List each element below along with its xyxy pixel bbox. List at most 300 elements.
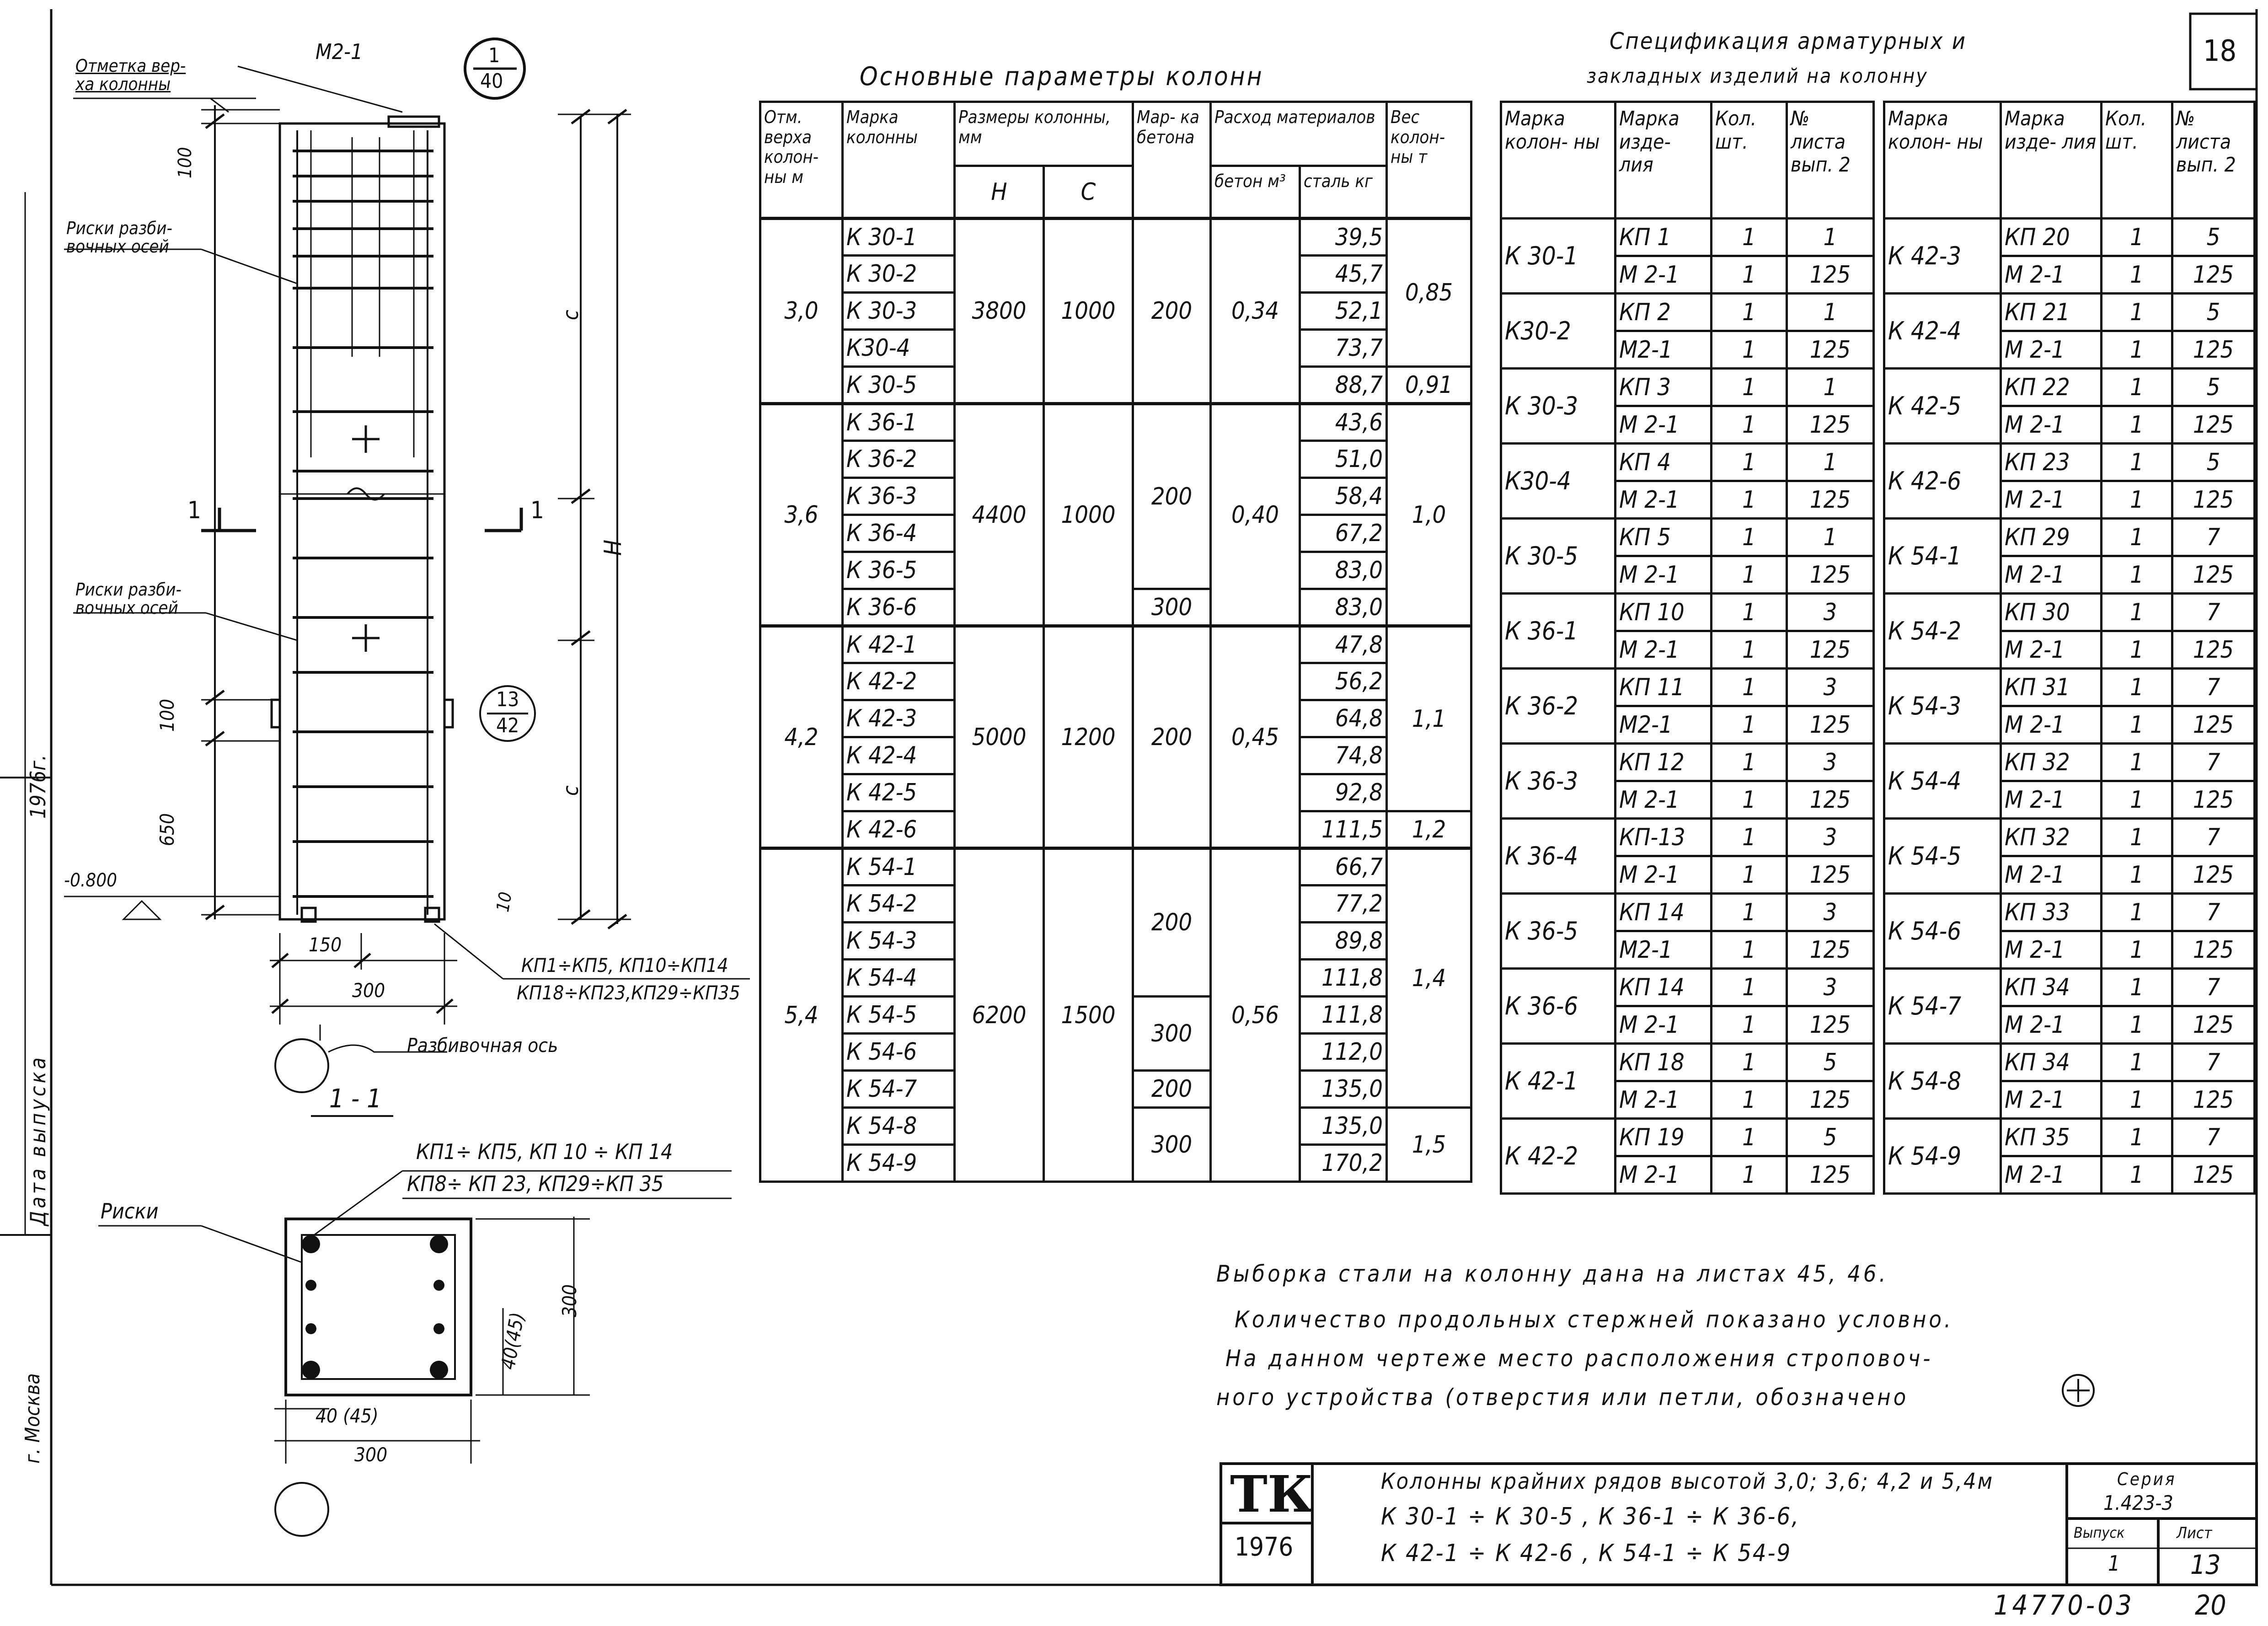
steel-cell: 135,0 xyxy=(1300,1108,1387,1145)
spec-item-mark: КП 23 xyxy=(2001,444,2102,481)
spec-qty: 1 xyxy=(1712,969,1787,1006)
spec-item-mark: КП 34 xyxy=(2001,969,2102,1006)
spec-column-mark: К 54-4 xyxy=(1884,744,2001,819)
c-cell: 1000 xyxy=(1044,404,1133,626)
spec-qty: 1 xyxy=(2102,1119,2172,1156)
callout-top-num: 1 xyxy=(488,44,500,67)
spec-title-line2: закладных изделий на колонну xyxy=(1587,64,1928,88)
weight-cell: 1,1 xyxy=(1387,626,1471,811)
spec-column-mark: К 36-4 xyxy=(1501,819,1615,894)
mark-cell: К 42-4 xyxy=(843,737,955,774)
hdr-concrete: бетон м³ xyxy=(1211,166,1300,219)
mark-cell: К 36-6 xyxy=(843,589,955,626)
spec-item-mark: М2-1 xyxy=(1615,931,1712,969)
spec-sheet-no: 1 xyxy=(1787,369,1874,406)
spec-item-mark: М 2-1 xyxy=(1615,781,1712,819)
spec-item-mark: КП 1 xyxy=(1615,219,1712,256)
spec-qty: 1 xyxy=(1712,406,1787,444)
spec-sheet-no: 125 xyxy=(1787,931,1874,969)
m21-label: M2-1 xyxy=(316,39,363,64)
title-year: 1976 xyxy=(1235,1532,1294,1562)
weight-cell: 1,0 xyxy=(1387,404,1471,626)
mark-cell: К 54-5 xyxy=(843,997,955,1034)
spec-column-mark: К 54-5 xyxy=(1884,819,2001,894)
spec-item-mark: КП 10 xyxy=(1615,594,1712,631)
series-value: 1.423-3 xyxy=(2103,1492,2173,1515)
spec-qty: 1 xyxy=(2102,219,2172,256)
spec-sheet-no: 125 xyxy=(2172,1006,2255,1044)
spec-sheet-no: 3 xyxy=(1787,894,1874,931)
mark-cell: К 36-5 xyxy=(843,552,955,589)
spec-sheet-no: 125 xyxy=(2172,256,2255,294)
dim-10: 10 xyxy=(492,890,516,914)
height-cell: 3800 xyxy=(955,219,1044,404)
spec-qty: 1 xyxy=(2102,444,2172,481)
steel-cell: 170,2 xyxy=(1300,1145,1387,1182)
spec-hdr-item: Марка изде- лия xyxy=(1615,102,1712,219)
spec-qty: 1 xyxy=(1712,1081,1787,1119)
spec-qty: 1 xyxy=(2102,556,2172,594)
note-4: ного устройства (отверстия или петли, обозначено xyxy=(1216,1384,1909,1411)
spec-column-mark: К30-2 xyxy=(1501,294,1615,369)
spec-qty: 1 xyxy=(2102,631,2172,669)
spec-sheet-no: 125 xyxy=(1787,1156,1874,1194)
mark-cell: К 30-1 xyxy=(843,219,955,256)
spec-sheet-no: 7 xyxy=(2172,1044,2255,1081)
issue-label: Выпуск xyxy=(2074,1524,2125,1541)
spec-qty: 1 xyxy=(2102,706,2172,744)
spec-qty: 1 xyxy=(2102,1156,2172,1194)
spec-qty: 1 xyxy=(1712,1006,1787,1044)
spec-item-mark: М 2-1 xyxy=(2001,781,2102,819)
mark-cell: К 54-1 xyxy=(843,848,955,885)
spec-sheet-no: 5 xyxy=(2172,369,2255,406)
spec-column-mark: К30-4 xyxy=(1501,444,1615,519)
callout-mid-num: 13 xyxy=(496,688,519,711)
spec-qty: 1 xyxy=(1712,556,1787,594)
spec-hdr-col: Марка колон- ны xyxy=(1501,102,1615,219)
hdr-C: С xyxy=(1044,166,1133,219)
spec-sheet-no: 7 xyxy=(2172,669,2255,706)
spec-qty: 1 xyxy=(2102,481,2172,519)
spec-qty: 1 xyxy=(1712,369,1787,406)
spec-qty: 1 xyxy=(2102,1044,2172,1081)
spec-column-mark: К 42-4 xyxy=(1884,294,2001,369)
spec-hdr-item-r: Марка изде- лия xyxy=(2001,102,2102,219)
mark-cell: К 30-3 xyxy=(843,293,955,330)
spec-qty: 1 xyxy=(2102,931,2172,969)
grade-cell: 200 xyxy=(1133,848,1211,997)
spec-sheet-no: 125 xyxy=(2172,631,2255,669)
spec-sheet-no: 7 xyxy=(2172,1119,2255,1156)
spec-column-mark: К 36-5 xyxy=(1501,894,1615,969)
mark-cell: К 42-5 xyxy=(843,774,955,811)
spec-sheet-no: 125 xyxy=(1787,331,1874,369)
spec-qty: 1 xyxy=(1712,631,1787,669)
spec-sheet-no: 3 xyxy=(1787,744,1874,781)
spec-item-mark: М 2-1 xyxy=(2001,556,2102,594)
spec-sheet-no: 125 xyxy=(1787,706,1874,744)
spec-column-mark: К 42-5 xyxy=(1884,369,2001,444)
sec-kp-a: КП1÷ КП5, КП 10 ÷ КП 14 xyxy=(416,1139,673,1164)
spec-sheet-no: 5 xyxy=(1787,1044,1874,1081)
spec-qty: 1 xyxy=(2102,969,2172,1006)
spec-item-mark: М 2-1 xyxy=(1615,556,1712,594)
spec-qty: 1 xyxy=(2102,406,2172,444)
elevation-cell: 3,6 xyxy=(760,404,843,626)
sec-dim-300-h: 300 xyxy=(354,1444,388,1466)
weight-cell: 1,5 xyxy=(1387,1108,1471,1182)
steel-cell: 43,6 xyxy=(1300,404,1387,441)
spec-item-mark: КП 35 xyxy=(2001,1119,2102,1156)
c-cell: 1000 xyxy=(1044,219,1133,404)
spec-qty: 1 xyxy=(1712,781,1787,819)
spec-column-mark: К 42-1 xyxy=(1501,1044,1615,1119)
spec-column-mark: К 54-8 xyxy=(1884,1044,2001,1119)
kp-label-a: КП1÷КП5, КП10÷КП14 xyxy=(521,954,728,977)
spec-item-mark: М 2-1 xyxy=(2001,481,2102,519)
risk-label-2: Риски разби- вочных осей xyxy=(75,580,182,618)
date-label-vertical: Дата выпуска xyxy=(26,1054,50,1226)
spec-sheet-no: 5 xyxy=(2172,219,2255,256)
section-mark-left: 1 xyxy=(187,497,201,524)
mark-cell: К 54-6 xyxy=(843,1034,955,1071)
hdr-H: Н xyxy=(955,166,1044,219)
spec-column-mark: К 54-7 xyxy=(1884,969,2001,1044)
hdr-steel: сталь кг xyxy=(1300,166,1387,219)
year-vertical: 1976г. xyxy=(26,754,50,819)
steel-cell: 111,8 xyxy=(1300,960,1387,997)
callout-mid-den: 42 xyxy=(496,714,519,737)
sec-kp-b: КП8÷ КП 23, КП29÷КП 35 xyxy=(407,1171,664,1196)
sheet-label: Лист xyxy=(2177,1524,2212,1542)
spec-sheet-no: 5 xyxy=(2172,444,2255,481)
spec-qty: 1 xyxy=(1712,894,1787,931)
spec-sheet-no: 1 xyxy=(1787,519,1874,556)
spec-sheet-no: 7 xyxy=(2172,744,2255,781)
spec-sheet-no: 1 xyxy=(1787,294,1874,331)
spec-column-mark: К 36-3 xyxy=(1501,744,1615,819)
height-cell: 4400 xyxy=(955,404,1044,626)
spec-qty: 1 xyxy=(1712,931,1787,969)
height-cell: 6200 xyxy=(955,848,1044,1182)
hdr-dimensions: Размеры колонны, мм xyxy=(955,102,1133,166)
grade-cell: 200 xyxy=(1133,1071,1211,1108)
mark-cell: К 36-2 xyxy=(843,441,955,478)
note-2: Количество продольных стержней показано условно. xyxy=(1235,1306,1954,1333)
spec-sheet-no: 125 xyxy=(2172,931,2255,969)
spec-sheet-no: 1 xyxy=(1787,444,1874,481)
weight-cell: 1,4 xyxy=(1387,848,1471,1108)
spec-column-mark: К 36-6 xyxy=(1501,969,1615,1044)
grade-cell: 200 xyxy=(1133,626,1211,848)
spec-item-mark: М 2-1 xyxy=(2001,631,2102,669)
title-line-1: Колонны крайних рядов высотой 3,0; 3,6; 4,2 и 5,4м xyxy=(1381,1469,1994,1494)
spec-column-mark: К 36-1 xyxy=(1501,594,1615,669)
sheet-value: 13 xyxy=(2190,1549,2221,1580)
mark-cell: К 36-1 xyxy=(843,404,955,441)
note-3: На данном чертеже место расположения строповоч- xyxy=(1225,1345,1933,1372)
elevation-cell: 3,0 xyxy=(760,219,843,404)
spec-qty: 1 xyxy=(2102,856,2172,894)
sec-dim-300-v: 300 xyxy=(558,1284,581,1317)
steel-cell: 89,8 xyxy=(1300,923,1387,960)
title-line-2: К 30-1 ÷ К 30-5 , К 36-1 ÷ К 36-6, xyxy=(1381,1503,1800,1530)
spec-qty: 1 xyxy=(1712,1044,1787,1081)
spec-column-mark: К 36-2 xyxy=(1501,669,1615,744)
spec-item-mark: М 2-1 xyxy=(1615,481,1712,519)
spec-sheet-no: 125 xyxy=(2172,406,2255,444)
mark-cell: К 42-6 xyxy=(843,811,955,848)
spec-sheet-no: 125 xyxy=(2172,481,2255,519)
spec-qty: 1 xyxy=(2102,781,2172,819)
title-line-3: К 42-1 ÷ К 42-6 , К 54-1 ÷ К 54-9 xyxy=(1381,1540,1792,1567)
spec-item-mark: КП 20 xyxy=(2001,219,2102,256)
c-cell: 1200 xyxy=(1044,626,1133,848)
spec-column-mark: К 30-1 xyxy=(1501,219,1615,294)
spec-qty: 1 xyxy=(1712,519,1787,556)
dim-150: 150 xyxy=(309,934,342,956)
steel-cell: 66,7 xyxy=(1300,848,1387,885)
mark-cell: К 30-5 xyxy=(843,367,955,404)
spec-item-mark: КП 12 xyxy=(1615,744,1712,781)
steel-cell: 58,4 xyxy=(1300,478,1387,515)
spec-item-mark: КП 4 xyxy=(1615,444,1712,481)
hdr-weight: Вес колон- ны т xyxy=(1387,102,1471,219)
dim-300: 300 xyxy=(352,979,385,1002)
spec-sheet-no: 3 xyxy=(1787,594,1874,631)
spec-item-mark: КП 21 xyxy=(2001,294,2102,331)
spec-qty: 1 xyxy=(2102,669,2172,706)
spec-item-mark: М 2-1 xyxy=(2001,931,2102,969)
archive-number: 14770-03 xyxy=(1994,1589,2134,1621)
hdr-concrete-grade: Мар- ка бетона xyxy=(1133,102,1211,219)
mark-cell: К 54-7 xyxy=(843,1071,955,1108)
spec-item-mark: КП 14 xyxy=(1615,894,1712,931)
section-title: 1 - 1 xyxy=(329,1084,382,1114)
mark-cell: К 30-2 xyxy=(843,256,955,293)
spec-sheet-no: 3 xyxy=(1787,969,1874,1006)
weight-cell: 0,85 xyxy=(1387,219,1471,367)
mark-cell: К 54-8 xyxy=(843,1108,955,1145)
steel-cell: 111,8 xyxy=(1300,997,1387,1034)
mark-cell: К 36-4 xyxy=(843,515,955,552)
steel-cell: 45,7 xyxy=(1300,256,1387,293)
spec-sheet-no: 7 xyxy=(2172,894,2255,931)
spec-sheet-no: 125 xyxy=(1787,781,1874,819)
spec-hdr-qty: Кол. шт. xyxy=(1712,102,1787,219)
spec-item-mark: КП 19 xyxy=(1615,1119,1712,1156)
spec-item-mark: М 2-1 xyxy=(2001,406,2102,444)
spec-qty: 1 xyxy=(1712,481,1787,519)
spec-sheet-no: 7 xyxy=(2172,594,2255,631)
steel-cell: 39,5 xyxy=(1300,219,1387,256)
spec-sheet-no: 125 xyxy=(1787,1006,1874,1044)
concrete-cell: 0,45 xyxy=(1211,626,1300,848)
spec-item-mark: КП 22 xyxy=(2001,369,2102,406)
spec-qty: 1 xyxy=(2102,1006,2172,1044)
spec-item-mark: М 2-1 xyxy=(1615,406,1712,444)
spec-column-mark: К 54-2 xyxy=(1884,594,2001,669)
spec-column-mark: К 42-2 xyxy=(1501,1119,1615,1194)
spec-item-mark: М 2-1 xyxy=(2001,1081,2102,1119)
spec-sheet-no: 7 xyxy=(2172,969,2255,1006)
concrete-cell: 0,56 xyxy=(1211,848,1300,1182)
spec-column-mark: К 54-9 xyxy=(1884,1119,2001,1194)
spec-item-mark: КП 32 xyxy=(2001,819,2102,856)
tk-logo: ТК xyxy=(1230,1465,1313,1524)
steel-cell: 51,0 xyxy=(1300,441,1387,478)
sheet-number: 18 xyxy=(2203,34,2237,68)
spec-item-mark: М 2-1 xyxy=(1615,631,1712,669)
spec-item-mark: М 2-1 xyxy=(2001,256,2102,294)
spec-sheet-no: 3 xyxy=(1787,819,1874,856)
spec-qty: 1 xyxy=(1712,294,1787,331)
sec-dim-40: 40(45) xyxy=(497,1310,529,1371)
height-cell: 5000 xyxy=(955,626,1044,848)
grade-cell: 200 xyxy=(1133,219,1211,404)
steel-cell: 135,0 xyxy=(1300,1071,1387,1108)
spec-qty: 1 xyxy=(1712,256,1787,294)
spec-item-mark: М 2-1 xyxy=(1615,1081,1712,1119)
spec-item-mark: КП 3 xyxy=(1615,369,1712,406)
spec-item-mark: М2-1 xyxy=(1615,706,1712,744)
mark-cell: К 54-2 xyxy=(843,885,955,923)
spec-qty: 1 xyxy=(1712,856,1787,894)
spec-sheet-no: 7 xyxy=(2172,819,2255,856)
spec-column-mark: К 42-6 xyxy=(1884,444,2001,519)
spec-item-mark: М 2-1 xyxy=(1615,1006,1712,1044)
grade-cell: 200 xyxy=(1133,404,1211,589)
spec-column-mark: К 54-3 xyxy=(1884,669,2001,744)
mark-cell: К 42-1 xyxy=(843,626,955,663)
spec-qty: 1 xyxy=(2102,819,2172,856)
spec-qty: 1 xyxy=(1712,744,1787,781)
dim-100-top: 100 xyxy=(175,147,196,178)
spec-qty: 1 xyxy=(1712,1119,1787,1156)
spec-sheet-no: 125 xyxy=(2172,1156,2255,1194)
spec-qty: 1 xyxy=(1712,706,1787,744)
spec-sheet-no: 7 xyxy=(2172,519,2255,556)
spec-item-mark: М 2-1 xyxy=(2001,1006,2102,1044)
top-mark-label: Отметка вер- ха колонны xyxy=(75,56,186,94)
mark-cell: К 54-9 xyxy=(843,1145,955,1182)
concrete-cell: 0,34 xyxy=(1211,219,1300,404)
spec-sheet-no: 1 xyxy=(1787,219,1874,256)
spec-item-mark: КП 34 xyxy=(2001,1044,2102,1081)
spec-item-mark: КП 14 xyxy=(1615,969,1712,1006)
hdr-elevation: Отм. верха колон- ны м xyxy=(760,102,843,219)
spec-qty: 1 xyxy=(2102,331,2172,369)
spec-item-mark: М 2-1 xyxy=(1615,856,1712,894)
spec-qty: 1 xyxy=(1712,819,1787,856)
spec-item-mark: КП 2 xyxy=(1615,294,1712,331)
spec-sheet-no: 125 xyxy=(1787,1081,1874,1119)
spec-item-mark: М 2-1 xyxy=(1615,256,1712,294)
spec-column-mark: К 54-6 xyxy=(1884,894,2001,969)
spec-item-mark: КП 30 xyxy=(2001,594,2102,631)
spec-item-mark: М 2-1 xyxy=(1615,1156,1712,1194)
spec-hdr-sheet-r: № листа вып. 2 xyxy=(2172,102,2255,219)
steel-cell: 64,8 xyxy=(1300,700,1387,737)
spec-column-mark: К 30-3 xyxy=(1501,369,1615,444)
c-cell: 1500 xyxy=(1044,848,1133,1182)
weight-cell: 1,2 xyxy=(1387,811,1471,848)
spec-qty: 1 xyxy=(1712,669,1787,706)
spec-qty: 1 xyxy=(2102,1081,2172,1119)
steel-cell: 47,8 xyxy=(1300,626,1387,663)
spec-item-mark: КП 5 xyxy=(1615,519,1712,556)
axis-label: Разбивочная ось xyxy=(407,1034,558,1057)
spec-qty: 1 xyxy=(2102,294,2172,331)
level-0800: -0.800 xyxy=(64,870,117,891)
spec-item-mark: М 2-1 xyxy=(2001,706,2102,744)
dim-c-bot: с xyxy=(558,785,583,796)
elevation-cell: 4,2 xyxy=(760,626,843,848)
sec-dim-40b: 40 (45) xyxy=(316,1405,379,1427)
mark-cell: К 42-2 xyxy=(843,663,955,700)
spec-sheet-no: 125 xyxy=(2172,556,2255,594)
spec-item-mark: М 2-1 xyxy=(2001,331,2102,369)
dim-650: 650 xyxy=(156,813,178,846)
spec-hdr-sheet: № листа вып. 2 xyxy=(1787,102,1874,219)
spec-sheet-no: 5 xyxy=(1787,1119,1874,1156)
steel-cell: 83,0 xyxy=(1300,589,1387,626)
elevation-cell: 5,4 xyxy=(760,848,843,1182)
spec-hdr-col-r: Марка колон- ны xyxy=(1884,102,2001,219)
spec-sheet-no: 125 xyxy=(2172,331,2255,369)
grade-cell: 300 xyxy=(1133,997,1211,1071)
steel-cell: 74,8 xyxy=(1300,737,1387,774)
spec-qty: 1 xyxy=(1712,444,1787,481)
grade-cell: 300 xyxy=(1133,589,1211,626)
concrete-cell: 0,40 xyxy=(1211,404,1300,626)
weight-cell: 0,91 xyxy=(1387,367,1471,404)
spec-sheet-no: 3 xyxy=(1787,669,1874,706)
mark-cell: К 42-3 xyxy=(843,700,955,737)
mark-cell: К 36-3 xyxy=(843,478,955,515)
spec-item-mark: КП 18 xyxy=(1615,1044,1712,1081)
spec-sheet-no: 125 xyxy=(1787,406,1874,444)
kp-label-b: КП18÷КП23,КП29÷КП35 xyxy=(517,982,740,1004)
spec-item-mark: М 2-1 xyxy=(2001,856,2102,894)
steel-cell: 52,1 xyxy=(1300,293,1387,330)
page-number: 20 xyxy=(2195,1589,2226,1621)
spec-item-mark: КП 32 xyxy=(2001,744,2102,781)
steel-cell: 56,2 xyxy=(1300,663,1387,700)
spec-qty: 1 xyxy=(1712,594,1787,631)
spec-qty: 1 xyxy=(1712,331,1787,369)
spec-qty: 1 xyxy=(2102,519,2172,556)
sec-risk-label: Риски xyxy=(101,1199,159,1224)
spec-item-mark: М 2-1 xyxy=(2001,1156,2102,1194)
spec-qty: 1 xyxy=(1712,219,1787,256)
spec-qty: 1 xyxy=(2102,894,2172,931)
dim-100: 100 xyxy=(156,698,178,732)
callout-top-den: 40 xyxy=(480,70,503,93)
spec-sheet-no: 125 xyxy=(2172,706,2255,744)
spec-column-mark: К 30-5 xyxy=(1501,519,1615,594)
spec-item-mark: КП-13 xyxy=(1615,819,1712,856)
dim-c-top: с xyxy=(558,310,583,320)
mark-cell: К 54-3 xyxy=(843,923,955,960)
steel-cell: 111,5 xyxy=(1300,811,1387,848)
risk-label-1: Риски разби- вочных осей xyxy=(66,218,172,257)
hdr-mark: Марка колонны xyxy=(843,102,955,219)
mark-cell: К30-4 xyxy=(843,330,955,367)
spec-qty: 1 xyxy=(1712,1156,1787,1194)
steel-cell: 112,0 xyxy=(1300,1034,1387,1071)
